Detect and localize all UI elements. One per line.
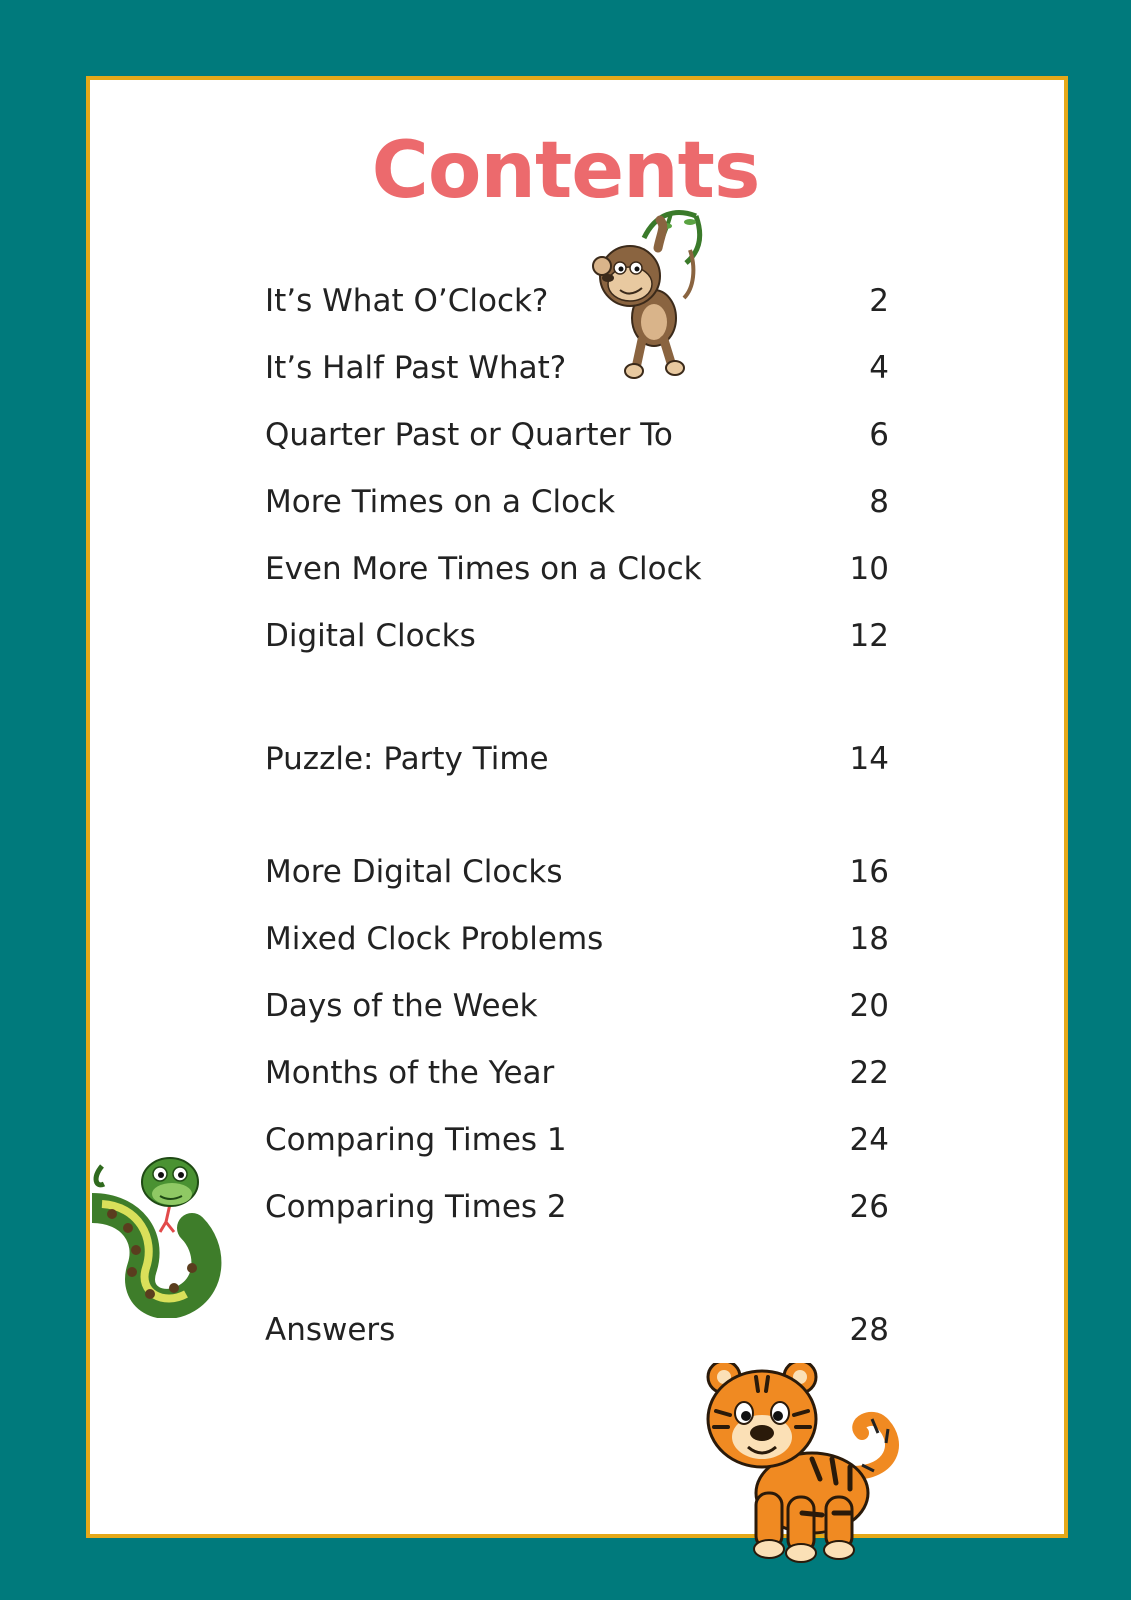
toc-entry-page: 2	[869, 283, 889, 319]
toc-entry-title: Mixed Clock Problems	[265, 921, 604, 957]
toc-entry-page: 14	[849, 741, 889, 777]
toc-entry[interactable]	[265, 611, 889, 661]
toc-entry-title: It’s What O’Clock?	[265, 283, 549, 319]
toc-entry[interactable]	[265, 847, 889, 897]
toc-entry-title: Quarter Past or Quarter To	[265, 417, 673, 453]
toc-entry-title: Digital Clocks	[265, 618, 476, 654]
toc-entry-page: 28	[849, 1312, 889, 1348]
toc-entry-page: 22	[849, 1055, 889, 1091]
toc-entry-title: Comparing Times 2	[265, 1189, 567, 1225]
toc-entry[interactable]	[265, 276, 889, 326]
toc-entry[interactable]	[265, 1115, 889, 1165]
toc-entry-page: 20	[849, 988, 889, 1024]
toc-entry-title: Answers	[265, 1312, 396, 1348]
toc-entry-title: Even More Times on a Clock	[265, 551, 702, 587]
toc-entry[interactable]	[265, 477, 889, 527]
snake-illustration	[92, 1148, 222, 1318]
toc-entry-title: More Digital Clocks	[265, 854, 563, 890]
toc-entry[interactable]	[265, 343, 889, 393]
toc-entry-page: 26	[849, 1189, 889, 1225]
toc-entry[interactable]	[265, 1182, 889, 1232]
toc-entry-page: 8	[869, 484, 889, 520]
toc-entry[interactable]	[265, 734, 889, 784]
toc-entry-page: 18	[849, 921, 889, 957]
toc-entry-title: Comparing Times 1	[265, 1122, 567, 1158]
toc-entry[interactable]	[265, 1305, 889, 1355]
toc-entry-page: 4	[869, 350, 889, 386]
toc-entry[interactable]	[265, 410, 889, 460]
toc-entry[interactable]	[265, 914, 889, 964]
toc-entry-title: Puzzle: Party Time	[265, 741, 549, 777]
toc-entry-page: 10	[849, 551, 889, 587]
toc-entry-page: 16	[849, 854, 889, 890]
toc-entry[interactable]	[265, 544, 889, 594]
toc-entry-page: 6	[869, 417, 889, 453]
toc-entry-page: 24	[849, 1122, 889, 1158]
toc-entry-title: It’s Half Past What?	[265, 350, 567, 386]
page-title: Contents	[371, 126, 760, 216]
toc-entry-title: Months of the Year	[265, 1055, 555, 1091]
tiger-illustration	[702, 1363, 912, 1563]
toc-entry-title: More Times on a Clock	[265, 484, 616, 520]
toc-entry[interactable]	[265, 981, 889, 1031]
toc-entry-title: Days of the Week	[265, 988, 538, 1024]
toc-entry-page: 12	[849, 618, 889, 654]
toc-entry[interactable]	[265, 1048, 889, 1098]
